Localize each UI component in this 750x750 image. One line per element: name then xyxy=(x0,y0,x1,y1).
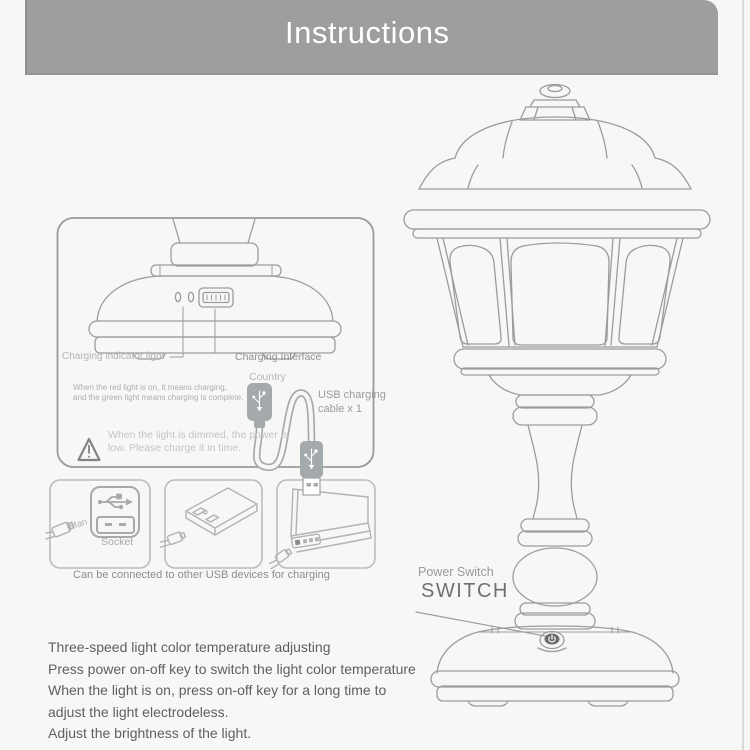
charge-note-line2: and the green light means charging is complete. xyxy=(73,393,244,402)
country-label: Country xyxy=(249,371,286,383)
power-bank-box xyxy=(165,480,262,568)
instruction-line: Press power on-off key to switch the light color temperature xyxy=(48,660,416,677)
indicator-light-icon xyxy=(188,292,193,301)
power-bank-icon xyxy=(158,488,257,548)
indicator-light-icon xyxy=(175,292,180,301)
indicator-leader-line xyxy=(170,307,183,357)
warning-icon xyxy=(79,439,100,460)
man-label: Man xyxy=(67,516,89,533)
usb-socket-icon xyxy=(43,487,139,541)
charge-note-line1: When the red light is on, it means charging, xyxy=(73,383,227,392)
laptop-icon xyxy=(266,489,371,569)
socket-label: Socket xyxy=(101,536,134,548)
usb-devices-caption: Can be connected to other USB devices for charging xyxy=(73,569,330,581)
power-switch-label: Power Switch xyxy=(418,565,494,579)
usb-trident-icon xyxy=(98,495,133,510)
instruction-line: When the light is on, press on-off key for a long time to xyxy=(48,682,387,698)
charger-base-drawing xyxy=(89,219,341,359)
instruction-line: adjust the light electrodeless. xyxy=(48,703,229,720)
power-button-icon xyxy=(538,632,566,652)
page-title: Instructions xyxy=(285,15,450,50)
usb-plug-icon xyxy=(266,547,292,569)
charging-port-icon xyxy=(199,288,233,307)
charging-interface-label: Charging Interface xyxy=(235,351,322,363)
usb-plug-icon xyxy=(158,531,186,549)
low-power-warning-text: When the light is dimmed, the power is low. Please charge it in time. xyxy=(108,429,289,454)
charging-indicator-label: Charging indicator light xyxy=(62,351,165,362)
switch-label: SWITCH xyxy=(421,580,509,602)
charge-note xyxy=(73,383,243,403)
instruction-line: Three-speed light color temperature adjusting xyxy=(48,639,331,655)
instruction-line: Adjust the brightness of the light. xyxy=(48,725,252,741)
instruction-text-block xyxy=(48,637,448,745)
table-lamp-drawing xyxy=(404,85,710,707)
interface-leader-line xyxy=(215,309,232,353)
usb-cable-label: USB charging cable x 1 xyxy=(318,389,386,415)
